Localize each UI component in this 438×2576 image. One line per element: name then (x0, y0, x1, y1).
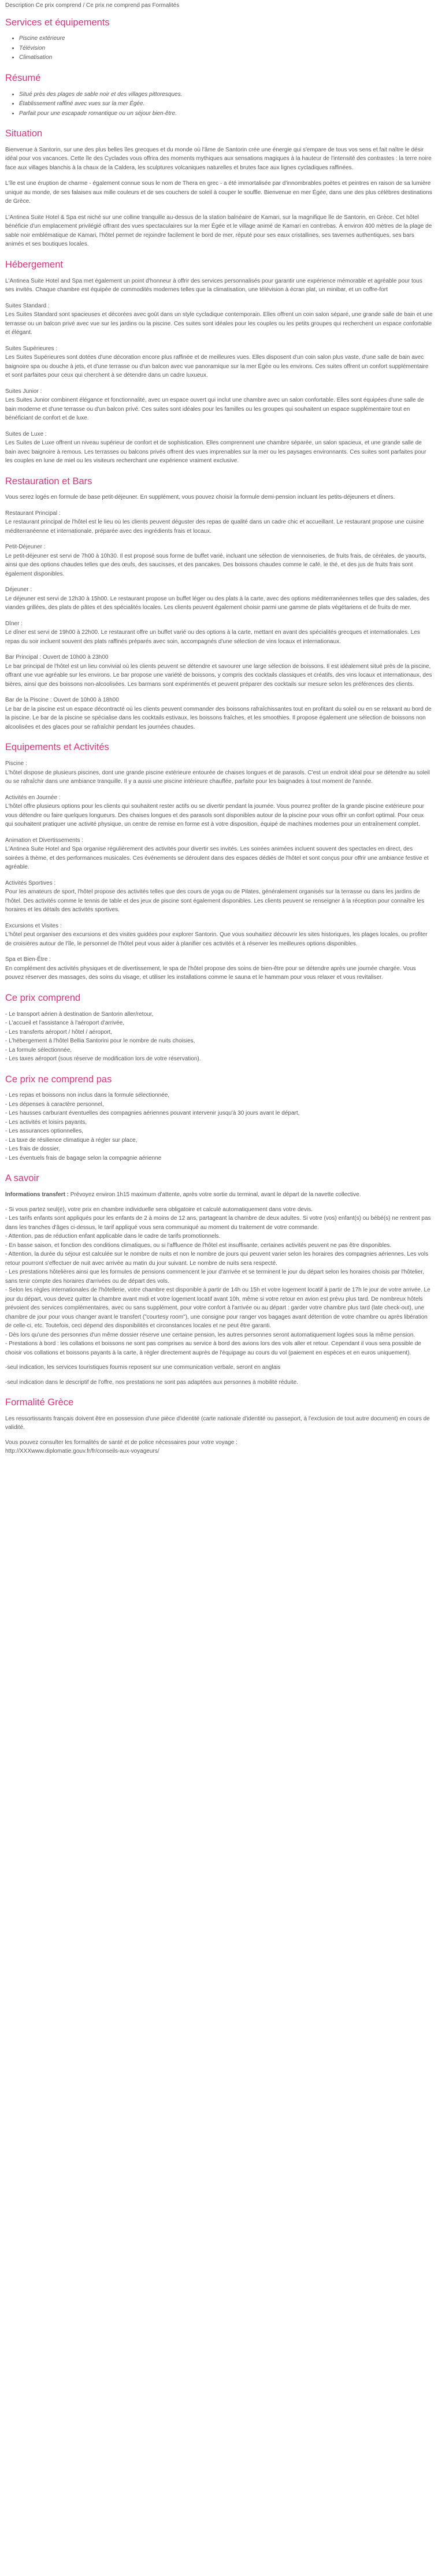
restaurant-item (5, 696, 433, 732)
hebergement-text (5, 277, 433, 466)
item-name: Animation et Divertissements : (5, 837, 84, 844)
prix-ne-comprend-title: Ce prix ne comprend pas (5, 1074, 112, 1085)
room-item (5, 387, 433, 423)
item-name: Petit-Déjeuner : (5, 544, 46, 551)
paragraph: L'Antinea Suite Hotel and Spa met également un point d'honneur à offrir des services personnalisés pour garantir une expérience mémorable et agréable pour tous ses invités. Chaque chambre est équipée de commodités modernes telles que la climatisation, une télévision à écran plat, un minibar, et un coffre-fort (5, 277, 422, 294)
item-name: Activités en Journée : (5, 794, 61, 801)
list-item: - Les dépenses à caractère personnel, (5, 1101, 104, 1108)
item-text: Le déjeuner est servi de 12h30 à 15h00. Le restaurant propose un buffet léger ou des plats à la carte, avec des options méditerranéennes telles que des salades, des viandes grillées, des plats de pâtes et des spécialités locales. Les clients peuvent également choisir parmi une gamme de plats végétariens et de fruits de mer. (5, 595, 430, 611)
prix-comprend-title: Ce prix comprend (5, 992, 81, 1003)
item-text: Le bar principal de l'hôtel est un lieu convivial où les clients peuvent se détendre et savourer une large sélection de boissons. Il est idéalement situé près de la piscine, offrant une vue agréable sur les environs. Le bar propose une variété de boissons, y compris des cocktails classiques et créatifs, des vins locaux et internationaux, des bières, ainsi que des boissons non-alcoolisées. Les barmans sont expérimentés et peuvent préparer des cocktails sur mesure selon les préférences des clients. (5, 663, 432, 688)
situation-title: Situation (5, 128, 43, 139)
restaurant-item (5, 509, 433, 536)
note-item: - Si vous partez seul(e), votre prix en chambre individuelle sera obligatoire et calculé automatiquement dans votre devis. (5, 1206, 313, 1213)
list-item: - La formule sélectionnée, (5, 1046, 72, 1053)
room-text: Les Suites Standard sont spacieuses et décorées avec goût dans un style cycladique contemporain. Elles offrent un coin salon séparé, une grande salle de bain et une terrasse ou un balcon privé avec vue sur les jardins ou la piscine. Ces suites sont idéales pour les couples ou les petits groupes qui recherchent un espace confortable et élégant. (5, 311, 433, 336)
list-item: • Piscine extérieure (19, 34, 433, 43)
list-item: • Situé près des plages de sable noir et des villages pittoresques. (19, 90, 433, 99)
item-name: Activités Sportives : (5, 879, 56, 886)
room-text: Les Suites Junior combinent élégance et fonctionnalité, avec un espace ouvert qui inclut une chambre avec un salon confortable. Elles sont équipées d'une salle de bain moderne et d'une terrasse ou d'un balcon privé. Ces suites sont idéales pour les familles ou les groupes qui souhaitent un espace supplémentaire tout en bénéficiant de confort et de luxe. (5, 397, 424, 422)
list-item: • Établissement raffiné avec vues sur la mer Égée. (19, 99, 433, 109)
list-item: - Les repas et boissons non inclus dans la formule sélectionnée, (5, 1092, 170, 1099)
item-text: Le bar de la piscine est un espace décontracté où les clients peuvent commander des boissons rafraîchissantes tout en profitant du soleil ou en se relaxant au bord de la piscine. Le bar de la piscine se spécialise dans les cocktails estivaux, les boissons fraîches, et les smoothies. Il propose également une sélection de boissons non alcoolisées et des glaces pour se rafraîchir pendant les journées chaudes. (5, 706, 432, 730)
room-name: Suites Supérieures : (5, 345, 58, 352)
room-name: Suites de Luxe : (5, 430, 47, 437)
tabs-line[interactable]: Description Ce prix comprend / Ce prix ne comprend pas Formalités (5, 2, 180, 9)
note-item: - Dès lors qu'une des personnes d'un même dossier réserve une certaine pension, les autres personnes seront automatiquement logées sous la même pension. (5, 1331, 415, 1338)
transfer-info-label: Informations transfert : (5, 1192, 69, 1198)
note-item: - En basse saison, et fonction des conditions climatiques, ou si l'affluence de l'hôtel est insuffisante, certaines activités peuvent ne pas être disponibles. (5, 1242, 392, 1249)
list-item: - Les hausses carburant éventuelles des compagnies aériennes pouvant intervenir jusqu'à 30 jours avant le départ, (5, 1110, 300, 1117)
room-name: Suites Junior : (5, 388, 42, 395)
list-item: - Les assurances optionnelles, (5, 1128, 84, 1135)
note-item: - Attention, la durée du séjour est calculée sur le nombre de nuits et non le nombre de jours qui peuvent varier selon les horaires des compagnies aériennes. Les vols retour pourront s'effectuer de nuit avec arrivée au matin du jour suivant. Le nombre de nuits sera respecté. (5, 1251, 429, 1267)
list-item: - L'accueil et l'assistance à l'aéroport d'arrivée, (5, 1020, 125, 1027)
room-item (5, 430, 433, 466)
room-item (5, 344, 433, 380)
room-text: Les Suites de Luxe offrent un niveau supérieur de confort et de sophistication. Elles comprennent une chambre séparée, un salon spacieux, et une grande salle de bain avec baignoire à remous. Les terrasses ou balcons privés offrent des vues imprenables sur la mer ou les paysages environnants. Ces suites sont parfaites pour les couples en lune de miel ou les visiteurs recherchant une expérience vraiment exclusive. (5, 440, 426, 465)
services-list (5, 34, 433, 62)
restauration-text (5, 493, 433, 732)
situation-text (5, 146, 433, 249)
resume-list (5, 90, 433, 118)
restaurant-item (5, 585, 433, 613)
item-text: L'Antinea Suite Hotel and Spa organise régulièrement des activités pour divertir ses invités. Les soirées animées incluent souvent des spectacles en direct, des soirées à thème, et des performances musicales. Ces événements se déroulent dans des espaces dédiés de l'hôtel et sont conçus pour offrir une ambiance festive et agréable. (5, 846, 429, 871)
note-item: - Les tarifs enfants sont appliqués pour les enfants de 2 à moins de 12 ans, partageant la chambre de deux adultes. Si votre (vos) enfant(s) ou bébé(s) ne rentrent pas dans les tranches d'âges ci-dessus, le tarif appliqué vous sera communiqué au moment du traitement de votre commande. (5, 1215, 431, 1231)
prix-ne-comprend-list (5, 1091, 433, 1163)
item-name: Bar de la Piscine : Ouvert de 10h00 à 18h00 (5, 697, 119, 704)
room-item (5, 302, 433, 337)
transfer-info (5, 1190, 433, 1200)
list-item: • Parfait pour une escapade romantique ou un séjour bien-être. (19, 109, 433, 118)
restaurant-item (5, 543, 433, 578)
room-name: Suites Standard : (5, 302, 50, 309)
activity-item (5, 879, 433, 915)
item-text: L'hôtel peut organiser des excursions et des visites guidées pour explorer Santorin. Que vous souhaitiez découvrir les sites historiques, les plages locales, ou profiter de croisières autour de l'île, le personnel de l'hôtel peut vous aider à planifier ces activités et à réserver les meilleures options disponibles. (5, 931, 428, 947)
list-item: - La taxe de résilience climatique à régler sur place, (5, 1137, 138, 1144)
item-text: L'hôtel dispose de plusieurs piscines, dont une grande piscine extérieure entourée de chaises longues et de parasols. C'est un endroit idéal pour se détendre au soleil ou se rafraîchir dans une ambiance tranquille. Il y a aussi une piscine intérieure chauffée, parfaite pour les baignades à tout moment de l'année. (5, 769, 430, 785)
list-item: - Les activités et loisirs payants, (5, 1119, 87, 1126)
item-text: Pour les amateurs de sport, l'hôtel propose des activités telles que des cours de yoga ou de Pilates, généralement organisés sur la terrasse ou dans les jardins de l'hôtel. Des activités comme le tennis de table et des jeux de piscine sont également disponibles. Les clients peuvent se renseigner à la réception pour connaître les horaires et les détails des activités sportives. (5, 889, 425, 914)
list-item: - Le transport aérien à destination de Santorin aller/retour, (5, 1011, 154, 1018)
restauration-title: Restauration et Bars (5, 476, 92, 487)
list-item: - Les éventuels frais de bagage selon la compagnie aérienne (5, 1155, 162, 1161)
note-item: - Les prestations hôtelières ainsi que les formules de pensions commencent le jour d'arrivée et se terminent le jour du départ selon les horaires choisis par l'hôtelier, sans tenir compte des horaires d'arrivées ou de départ des vols. (5, 1269, 424, 1285)
list-item: • Télévision (19, 44, 433, 53)
note-item: -seul indication dans le descriptif de l'offre, nos prestations ne sont pas adaptées aux personnes à mobilité réduite. (5, 1379, 299, 1386)
a-savoir-title: A savoir (5, 1173, 39, 1184)
note-item: - Selon les règles internationales de l'hôtellerie, votre chambre est disponible à partir de 14h ou 15h et votre logement locatif à partir de 17h le jour de votre arrivée. Le jour du départ, vous devez quitter la chambre avant midi et votre logement locatif avant 10h, même si votre retour en avion est prévu plus tard. De nombreux hôtels prévoient des services complémentaires, avec ou sans supplément, pour votre confort à l'arrivée ou au départ : garder votre chambre plus tard (late check-out), une chambre de jour pour vous changer avant le transfert ("courtesy room"), une consigne pour ranger vos bagages avant détention de votre chambre ou après libération de celle-ci, etc. Toutefois, ceci dépend des disponibilités et circonstances locales et ne peut être garanti. (5, 1287, 430, 1330)
diplomatie-link[interactable]: http://XXXwww.diplomatie.gouv.fr/fr/conseils-aux-voyageurs/ (5, 1448, 159, 1455)
item-name: Excursions et Visites : (5, 922, 62, 929)
prix-comprend-list (5, 1010, 433, 1064)
a-savoir-list (5, 1205, 433, 1387)
list-item: - L'hébergement à l'hôtel Bellia Santorini pour le nombre de nuits choisies, (5, 1038, 195, 1045)
item-name: Restaurant Principal : (5, 510, 61, 517)
list-item: • Climatisation (19, 53, 433, 62)
item-name: Piscine : (5, 760, 27, 767)
item-name: Déjeuner : (5, 587, 32, 593)
note-item: - Attention, pas de réduction enfant applicable dans le cadre de tarifs promotionnels. (5, 1233, 221, 1240)
resume-title: Résumé (5, 72, 41, 83)
list-item: - Les frais de dossier, (5, 1146, 61, 1153)
formalite-title: Formalité Grèce (5, 1397, 74, 1408)
paragraph: Vous pouvez consulter les formalités de santé et de police nécessaires pour votre voyage : (5, 1439, 237, 1446)
paragraph: Les ressortissants français doivent être en possession d'une pièce d'identité (carte nationale d'identité ou passeport, à l'exclusion de tout autre document) en cours de validité. (5, 1415, 430, 1431)
room-text: Les Suites Supérieures sont dotées d'une décoration encore plus raffinée et de meilleures vues. Elles disposent d'un coin salon plus vaste, d'une salle de bain avec baignoire spa ou douche à jets, et d'une terrasse ou d'un balcon avec vue panoramique sur la mer Égée ou les environs. Ces suites offrent un confort supplémentaire et sont parfaites pour ceux qui cherchent à se détendre dans un cadre luxueux. (5, 354, 429, 379)
item-text: Le restaurant principal de l'hôtel est le lieu où les clients peuvent déguster des repas de qualité dans un cadre chic et accueillant. Le restaurant propose une cuisine méditerranéenne et internationale, préparée avec des ingrédients frais et locaux. (5, 519, 424, 534)
list-item: - Les transferts aéroport / hôtel / aéroport, (5, 1029, 113, 1035)
activites-title: Equipements et Activités (5, 742, 109, 753)
paragraph: L'île est une éruption de charme - également connue sous le nom de Thera en grec - a été immortalisée par d'innombrables poètes et peintres en raison de sa lumière unique au monde, de ses falaises aux mille couleurs et de ses couchers de soleil à couper le souffle. Bienvenue en mer Égée, dans une des plus célèbres destinations de Grèce. (5, 180, 432, 205)
hebergement-title: Hébergement (5, 259, 63, 270)
item-name: Dîner : (5, 620, 23, 627)
item-text: Le petit-déjeuner est servi de 7h00 à 10h30. Il est proposé sous forme de buffet varié, incluant une sélection de viennoiseries, de fruits frais, de céréales, de yaourts, ainsi que des options chaudes telles que des œufs, des saucisses, et des pancakes. Des boissons chaudes comme le café, le thé, et des jus de fruits frais sont également disponibles. (5, 552, 426, 577)
transfer-info-text: Prévoyez environ 1h15 maximum d'attente, après votre sortie du terminal, avant le départ de la navette collective. (69, 1192, 361, 1198)
item-text: Le dîner est servi de 19h00 à 22h00. Le restaurant offre un buffet varié ou des options à la carte, mettant en avant des spécialités grecques et internationales. Les repas du soir incluent souvent des plats raffinés préparés avec soin, accompagnés d'une sélection de vins locaux et internationaux. (5, 629, 420, 645)
note-item: - Prestations à bord : les collations et boissons ne sont pas comprises au service à bord des avions lors des vols aller et retour. Cependant il vous sera possible de choisir vos collations et boissons payants à la carte, à régler directement auprès de l'équipage au cours du vol (paiement en espèces et en euros uniquement). (5, 1341, 421, 1356)
list-item: - Les taxes aéroport (sous réserve de modification lors de votre réservation). (5, 1056, 201, 1063)
activity-item (5, 793, 433, 829)
restaurant-item (5, 619, 433, 647)
note-item: -seul indication, les services touristiques fournis reposent sur une communication verbale, seront en anglais (5, 1364, 281, 1371)
activity-item (5, 759, 433, 786)
services-title: Services et équipements (5, 17, 110, 28)
item-text: En complément des activités physiques et de divertissement, le spa de l'hôtel propose des soins de bien-être pour se détendre après une journée chargée. Vous pouvez réserver des massages, des soins du visage, et utiliser les installations comme le sauna et le hammam pour vous relaxer et vous revitaliser. (5, 965, 416, 981)
activity-item (5, 836, 433, 872)
restaurant-item (5, 653, 433, 689)
paragraph: Bienvenue à Santorin, sur une des plus belles îles grecques et du monde où l'âme de Santorin crée une énergie qui s'empare de tous vos sens et fait naître le désir idéal pour vos vacances. Cette île des Cyclades vous offrira des moments mythiques aux sensations magiques à la hauteur de l'intensité des contrastes : la terre noire face aux villages blanchis à la chaux de la Caldera, les sculptures volcaniques naturelles et brutes face aux lignes cycladiques raffinées. (5, 146, 432, 171)
activity-item (5, 922, 433, 949)
item-text: L'hôtel offre plusieurs options pour les clients qui souhaitent rester actifs ou se divertir pendant la journée. Vous pourrez profiter de la grande piscine extérieure pour vous détendre ou faire quelques longueurs. Des chaises longues et des parasols sont disponibles autour de la piscine pour vous offrir un confort optimal. Pour ceux qui souhaitent pratiquer une activité physique, un centre de remise en forme est à votre disposition, équipé de machines modernes pour un entraînement complet. (5, 803, 424, 828)
item-name: Spa et Bien-Être : (5, 956, 51, 963)
activity-item (5, 955, 433, 982)
paragraph: Vous serez logés en formule de base petit-déjeuner. En supplément, vous pouvez choisir la formule demi-pension incluant les petits-déjeuners et dîners. (5, 494, 395, 501)
activites-text (5, 759, 433, 982)
item-name: Bar Principal : Ouvert de 10h00 à 23h00 (5, 654, 109, 661)
paragraph: L'Antinea Suite Hotel & Spa est niché sur une colline tranquille au-dessus de la station balnéaire de Kamari, sur la magnifique île de Santorin, en Grèce. Cet hôtel bénéficie d'un emplacement privilégié offrant des vues spectaculaires sur la mer Égée et le village animé de Kamari en contrebas. À environ 400 mètres de la plage de sable noir emblématique de Kamari, l'hôtel permet de rejoindre facilement le bord de mer, réputé pour ses eaux cristallines, ses tavernes authentiques, ses bars animés et ses boutiques locales. (5, 214, 432, 248)
